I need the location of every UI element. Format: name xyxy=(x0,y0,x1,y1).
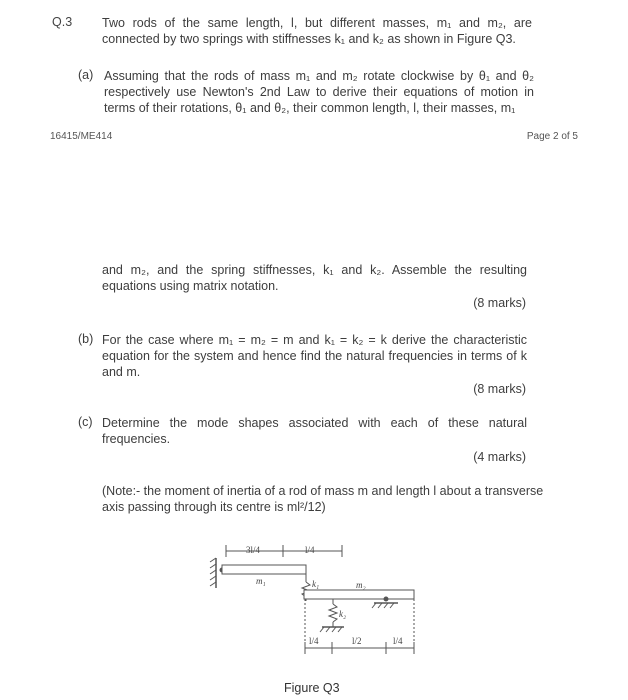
label-bot-mid-dim: l/2 xyxy=(352,636,362,646)
part-c-text: Determine the mode shapes associated with each of these natural frequencies. xyxy=(102,416,527,446)
part-a-marks: (8 marks) xyxy=(473,296,526,310)
part-b-label: (b) xyxy=(78,332,94,346)
footer-page-number: Page 2 of 5 xyxy=(526,131,578,142)
label-m2: m₂ xyxy=(356,580,366,590)
question-number: Q.3 xyxy=(52,15,73,29)
spring-k2 xyxy=(329,604,337,622)
label-m1: m₁ xyxy=(256,576,266,586)
part-a-text-page1: Assuming that the rods of mass m₁ and m₂ rotate clockwise by θ₁ and θ₂ respectively use Newton's 2nd Law to derive their equations of motion in terms of their rotations, θ₁ and θ₂, their common length, l, their masses, m₁ xyxy=(104,69,534,115)
question-intro: Two rods of the same length, l, but different masses, m₁ and m₂, are connected by two springs with stiffnesses k₁ and k₂ as shown in Figure Q3. xyxy=(102,16,532,46)
label-bot-right-dim: l/4 xyxy=(393,636,403,646)
figure-caption: Figure Q3 xyxy=(284,681,340,695)
part-b-marks: (8 marks) xyxy=(473,382,526,396)
label-top-left-dim: 3l/4 xyxy=(246,545,261,555)
label-bot-left-dim: l/4 xyxy=(309,636,319,646)
part-a-text-page2: and m₂, and the spring stiffnesses, k₁ and k₂. Assemble the resulting equations using matrix notation. xyxy=(102,263,527,293)
label-top-right-dim: l/4 xyxy=(305,545,315,555)
footer-course-code: 16415/ME414 xyxy=(50,131,113,142)
note-text: (Note:- the moment of inertia of a rod of mass m and length l about a transverse axis passing through its centre is ml²/12) xyxy=(102,484,544,514)
part-b-text: For the case where m₁ = m₂ = m and k₁ = k₂ = k derive the characteristic equation for the system and hence find the natural frequencies in terms of k and m. xyxy=(102,333,527,379)
rod-m2 xyxy=(304,590,414,599)
label-k2: k₂ xyxy=(339,609,347,619)
part-a-label: (a) xyxy=(78,68,94,82)
part-c-label: (c) xyxy=(78,415,93,429)
part-c-marks: (4 marks) xyxy=(473,450,526,464)
label-k1: k₁ xyxy=(312,579,320,589)
rod-m1 xyxy=(222,565,306,574)
